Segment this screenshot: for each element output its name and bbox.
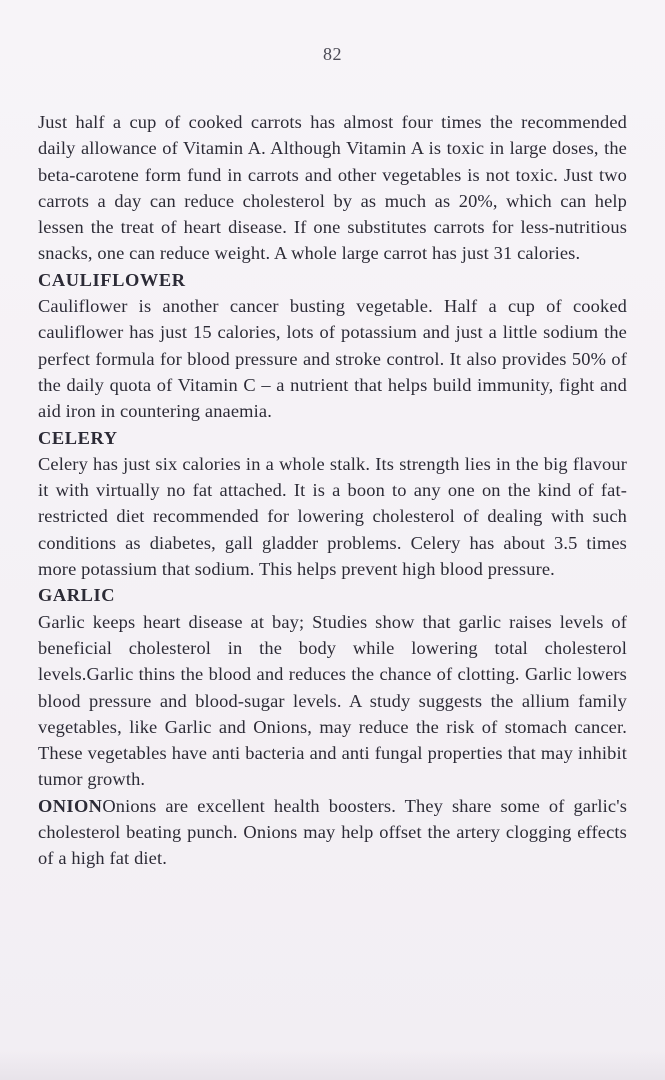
onion-heading: ONION: [38, 795, 103, 816]
cauliflower-paragraph: Cauliflower is another cancer busting vegetable. Half a cup of cooked cauliflower has just 15 calories, lots of potassium and just a little sodium the perfect formula for blood pressure and stroke control. It also provides 50% of the daily quota of Vitamin C – a nutrient that helps build immunity, fight and aid iron in countering anaemia.: [38, 296, 627, 422]
garlic-paragraph: Garlic keeps heart disease at bay; Studies show that garlic raises levels of beneficial cholesterol in the body while lowering total cholesterol levels.Garlic thins the blood and reduces the chance of clotting. Garlic lowers blood pressure and blood-sugar levels. A study suggests the allium family vegetables, like Garlic and Onions, may reduce the risk of stomach cancer. These vegetables have anti bacteria and anti fungal properties that may inhibit tumor growth.: [38, 611, 627, 790]
carrots-paragraph: Just half a cup of cooked carrots has almost four times the recommended daily allowance of Vitamin A. Although Vitamin A is toxic in large doses, the beta-carotene form fund in carrots and other vegetables is not toxic. Just two carrots a day can reduce cholesterol by as much as 20%, which can help lessen the treat of heart disease. If one substitutes carrots for less-nutritious snacks, one can reduce weight. A whole large carrot has just 31 calories.: [38, 112, 627, 264]
onion-paragraph: [38, 793, 627, 872]
cauliflower-heading: CAULIFLOWER: [38, 269, 186, 290]
page-number: 82: [323, 44, 342, 64]
celery-paragraph: Celery has just six calories in a whole stalk. Its strength lies in the big flavour it with virtually no fat attached. It is a boon to any one on the kind of fat-restricted diet recommended for lowering cholesterol of dealing with such conditions as diabetes, gall gladder problems. Celery has about 3.5 times more potassium that sodium. This helps prevent high blood pressure.: [38, 453, 627, 580]
garlic-heading: GARLIC: [38, 585, 116, 606]
page-bottom-shadow: [0, 1050, 665, 1080]
celery-heading: CELERY: [38, 427, 118, 448]
onion-text: Onions are excellent health boosters. They share some of garlic's cholesterol beating punch. Onions may help offset the artery clogging effects of a high fat diet.: [38, 795, 627, 869]
